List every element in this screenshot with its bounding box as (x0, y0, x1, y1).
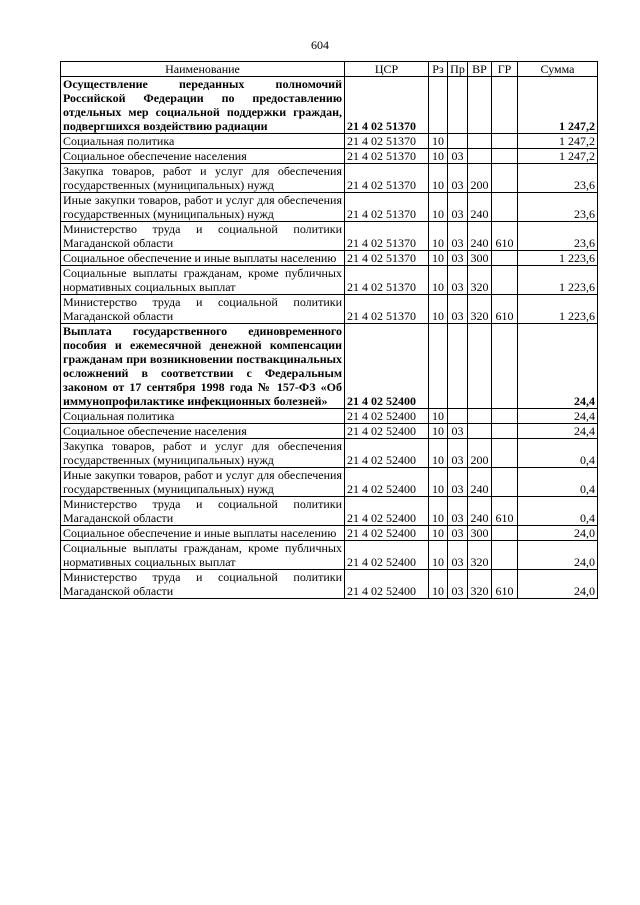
cell-rz: 10 (429, 134, 448, 149)
cell-sum: 23,6 (518, 222, 598, 251)
cell-sum: 1 247,2 (518, 134, 598, 149)
cell-name: Социальная политика (61, 409, 345, 424)
cell-gr (492, 324, 518, 409)
cell-rz: 10 (429, 266, 448, 295)
cell-gr: 610 (492, 497, 518, 526)
cell-csr: 21 4 02 52400 (345, 541, 429, 570)
cell-csr: 21 4 02 51370 (345, 193, 429, 222)
cell-sum: 24,4 (518, 409, 598, 424)
cell-pr: 03 (448, 222, 468, 251)
cell-name: Социальная политика (61, 134, 345, 149)
cell-pr: 03 (448, 193, 468, 222)
cell-sum: 0,4 (518, 468, 598, 497)
table-row (61, 409, 598, 424)
cell-rz: 10 (429, 570, 448, 599)
cell-csr: 21 4 02 51370 (345, 164, 429, 193)
cell-vr: 320 (468, 570, 492, 599)
cell-gr: 610 (492, 570, 518, 599)
cell-name: Социальные выплаты гражданам, кроме публичных нормативных социальных выплат (61, 541, 345, 570)
cell-name: Осуществление переданных полномочий Российской Федерации по предоставлению отдельных мер социальной поддержки граждан, подвергшихся воздействию радиации (61, 77, 345, 134)
table-row (61, 497, 598, 526)
cell-gr: 610 (492, 222, 518, 251)
cell-vr: 300 (468, 251, 492, 266)
header-csr: ЦСР (345, 62, 429, 77)
cell-vr: 320 (468, 541, 492, 570)
cell-gr (492, 251, 518, 266)
cell-name: Закупка товаров, работ и услуг для обеспечения государственных (муниципальных) нужд (61, 164, 345, 193)
cell-rz: 10 (429, 439, 448, 468)
cell-name: Министерство труда и социальной политики Магаданской области (61, 222, 345, 251)
cell-vr: 200 (468, 164, 492, 193)
cell-csr: 21 4 02 51370 (345, 295, 429, 324)
cell-name: Закупка товаров, работ и услуг для обеспечения государственных (муниципальных) нужд (61, 439, 345, 468)
cell-csr: 21 4 02 52400 (345, 424, 429, 439)
cell-name: Социальные выплаты гражданам, кроме публичных нормативных социальных выплат (61, 266, 345, 295)
cell-vr: 240 (468, 222, 492, 251)
budget-table (60, 61, 598, 599)
cell-vr: 320 (468, 266, 492, 295)
cell-csr: 21 4 02 52400 (345, 497, 429, 526)
cell-name: Социальное обеспечение и иные выплаты населению (61, 251, 345, 266)
header-gr: ГР (492, 62, 518, 77)
cell-csr: 21 4 02 51370 (345, 222, 429, 251)
cell-sum: 1 247,2 (518, 149, 598, 164)
cell-name: Министерство труда и социальной политики Магаданской области (61, 497, 345, 526)
cell-vr (468, 77, 492, 134)
cell-rz: 10 (429, 526, 448, 541)
cell-csr: 21 4 02 52400 (345, 468, 429, 497)
table-row (61, 424, 598, 439)
cell-rz: 10 (429, 193, 448, 222)
cell-name: Выплата государственного единовременного пособия и ежемесячной денежной компенсации гражданам при возникновении поствакцинальных осложнений в соответствии с Федеральным законом от 17 сентября 1998 года № 157-ФЗ «Об иммунопрофилактике инфекционных болезней» (61, 324, 345, 409)
cell-vr (468, 424, 492, 439)
header-vr: ВР (468, 62, 492, 77)
cell-gr (492, 134, 518, 149)
cell-sum: 0,4 (518, 439, 598, 468)
cell-csr: 21 4 02 52400 (345, 439, 429, 468)
cell-name: Социальное обеспечение и иные выплаты населению (61, 526, 345, 541)
cell-vr: 200 (468, 439, 492, 468)
cell-sum: 0,4 (518, 497, 598, 526)
table-row (61, 193, 598, 222)
cell-pr: 03 (448, 468, 468, 497)
cell-pr: 03 (448, 439, 468, 468)
cell-pr: 03 (448, 149, 468, 164)
cell-pr: 03 (448, 164, 468, 193)
cell-gr (492, 266, 518, 295)
cell-csr: 21 4 02 51370 (345, 149, 429, 164)
table-row (61, 468, 598, 497)
cell-pr: 03 (448, 251, 468, 266)
cell-sum: 23,6 (518, 164, 598, 193)
cell-vr: 300 (468, 526, 492, 541)
cell-gr: 610 (492, 295, 518, 324)
cell-gr (492, 149, 518, 164)
cell-csr: 21 4 02 51370 (345, 77, 429, 134)
cell-gr (492, 439, 518, 468)
cell-pr: 03 (448, 526, 468, 541)
cell-rz: 10 (429, 468, 448, 497)
cell-name: Иные закупки товаров, работ и услуг для обеспечения государственных (муниципальных) нужд (61, 193, 345, 222)
cell-pr: 03 (448, 266, 468, 295)
cell-vr: 240 (468, 468, 492, 497)
cell-csr: 21 4 02 51370 (345, 134, 429, 149)
cell-sum: 1 247,2 (518, 77, 598, 134)
cell-vr: 320 (468, 295, 492, 324)
cell-sum: 1 223,6 (518, 266, 598, 295)
table-row (61, 526, 598, 541)
cell-pr: 03 (448, 424, 468, 439)
table-header-row (61, 62, 598, 77)
cell-sum: 24,0 (518, 570, 598, 599)
cell-gr (492, 193, 518, 222)
cell-sum: 24,4 (518, 424, 598, 439)
cell-name: Министерство труда и социальной политики Магаданской области (61, 295, 345, 324)
cell-rz: 10 (429, 497, 448, 526)
cell-pr: 03 (448, 295, 468, 324)
table-row (61, 134, 598, 149)
cell-rz: 10 (429, 541, 448, 570)
cell-pr (448, 134, 468, 149)
cell-csr: 21 4 02 52400 (345, 526, 429, 541)
page-number: 604 (311, 38, 329, 52)
cell-sum: 24,0 (518, 526, 598, 541)
cell-name: Министерство труда и социальной политики Магаданской области (61, 570, 345, 599)
table-row (61, 324, 598, 409)
cell-rz (429, 77, 448, 134)
table-row (61, 149, 598, 164)
cell-vr (468, 409, 492, 424)
cell-gr (492, 409, 518, 424)
cell-pr (448, 77, 468, 134)
cell-rz: 10 (429, 409, 448, 424)
cell-gr (492, 424, 518, 439)
cell-name: Иные закупки товаров, работ и услуг для обеспечения государственных (муниципальных) нужд (61, 468, 345, 497)
cell-gr (492, 77, 518, 134)
cell-rz: 10 (429, 424, 448, 439)
cell-vr (468, 324, 492, 409)
cell-vr: 240 (468, 193, 492, 222)
cell-pr (448, 409, 468, 424)
cell-csr: 21 4 02 52400 (345, 324, 429, 409)
cell-csr: 21 4 02 52400 (345, 570, 429, 599)
table-row (61, 222, 598, 251)
cell-rz: 10 (429, 164, 448, 193)
cell-rz (429, 324, 448, 409)
table-row (61, 570, 598, 599)
cell-rz: 10 (429, 251, 448, 266)
table-row (61, 439, 598, 468)
table-row (61, 541, 598, 570)
cell-name: Социальное обеспечение населения (61, 424, 345, 439)
cell-rz: 10 (429, 222, 448, 251)
cell-sum: 24,0 (518, 541, 598, 570)
cell-gr (492, 526, 518, 541)
cell-vr (468, 134, 492, 149)
cell-csr: 21 4 02 52400 (345, 409, 429, 424)
table-row (61, 295, 598, 324)
cell-csr: 21 4 02 51370 (345, 251, 429, 266)
cell-vr: 240 (468, 497, 492, 526)
cell-csr: 21 4 02 51370 (345, 266, 429, 295)
cell-name: Социальное обеспечение населения (61, 149, 345, 164)
cell-pr: 03 (448, 497, 468, 526)
table-row (61, 77, 598, 134)
cell-sum: 23,6 (518, 193, 598, 222)
header-sum: Сумма (518, 62, 598, 77)
cell-sum: 24,4 (518, 324, 598, 409)
cell-pr: 03 (448, 541, 468, 570)
cell-sum: 1 223,6 (518, 251, 598, 266)
table-row (61, 164, 598, 193)
cell-pr (448, 324, 468, 409)
cell-gr (492, 164, 518, 193)
cell-rz: 10 (429, 295, 448, 324)
table-row (61, 251, 598, 266)
header-pr: Пр (448, 62, 468, 77)
cell-rz: 10 (429, 149, 448, 164)
cell-gr (492, 541, 518, 570)
cell-gr (492, 468, 518, 497)
table-row (61, 266, 598, 295)
header-name: Наименование (61, 62, 345, 77)
cell-vr (468, 149, 492, 164)
cell-pr: 03 (448, 570, 468, 599)
header-rz: Рз (429, 62, 448, 77)
cell-sum: 1 223,6 (518, 295, 598, 324)
